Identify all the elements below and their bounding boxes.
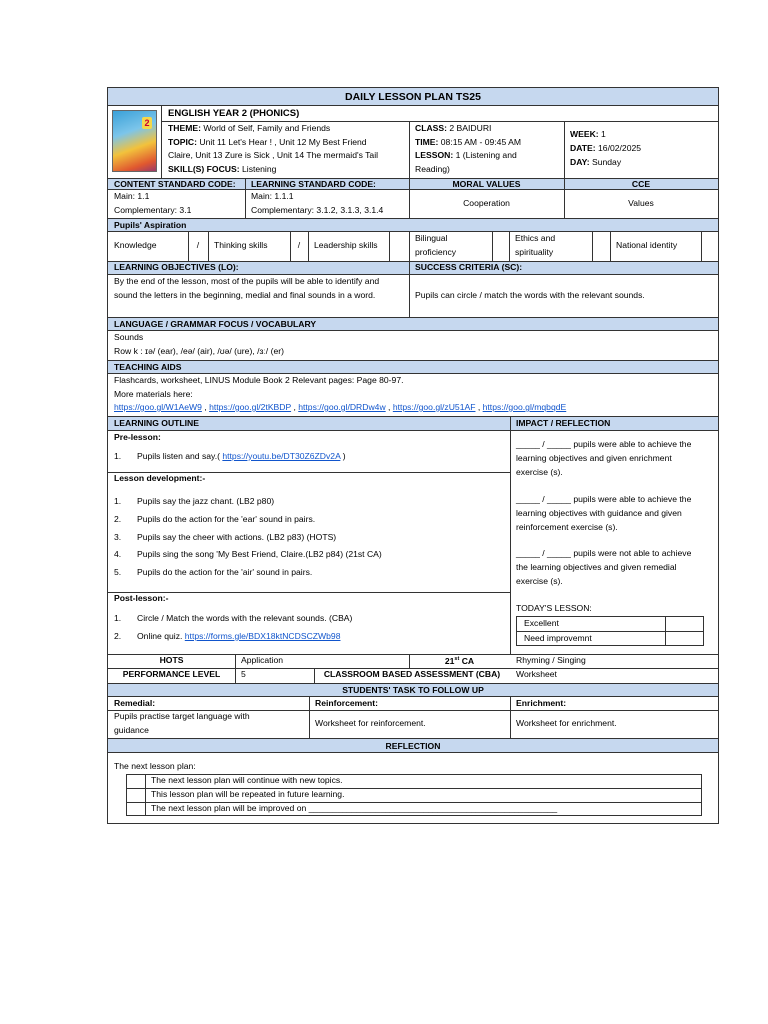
page-title bbox=[108, 88, 718, 106]
impact-p3-line3: exercise (s). bbox=[516, 575, 563, 586]
dev-num-3: 3. bbox=[114, 531, 122, 542]
enrichment-label: Enrichment: bbox=[516, 698, 567, 708]
language-sounds: Sounds bbox=[114, 332, 144, 342]
dev-num-2: 2. bbox=[114, 514, 122, 524]
post-num-1: 1. bbox=[114, 613, 122, 623]
dev-num-4: 4. bbox=[114, 549, 122, 559]
material-link-1[interactable]: https://goo.gl/W1AeW9 bbox=[114, 402, 202, 412]
skill-focus-line: SKILL(S) FOCUS: Listening bbox=[168, 163, 277, 174]
dev-num-1: 1. bbox=[114, 496, 122, 506]
post-lesson-title: Post-lesson:- bbox=[114, 593, 169, 603]
impact-p2-line2: learning objectives with guidance and given bbox=[516, 508, 682, 518]
post-num-2: 2. bbox=[114, 631, 122, 641]
aspiration-ethics: Ethics and bbox=[515, 233, 556, 243]
excellent-check-cell[interactable] bbox=[666, 617, 703, 630]
material-link-3[interactable]: https://goo.gl/DRDw4w bbox=[298, 402, 386, 412]
post-item-1: Circle / Match the words with the relevant sounds. (CBA) bbox=[137, 613, 353, 623]
sc-header: SUCCESS CRITERIA (SC): bbox=[415, 262, 523, 272]
dev-item-5: Pupils do the action for the 'air' sound in pairs. bbox=[137, 567, 313, 577]
impact-p2-line3: reinforcement exercise (s). bbox=[516, 521, 618, 532]
content-complementary: Complementary: 3.1 bbox=[114, 205, 192, 215]
lesson-line: LESSON: 1 (Listening and bbox=[415, 150, 517, 160]
cba-value: Worksheet bbox=[516, 669, 557, 679]
learning-outline-header: LEARNING OUTLINE bbox=[114, 418, 199, 428]
lo-header: LEARNING OBJECTIVES (LO): bbox=[114, 262, 239, 272]
theme-line: THEME: World of Self, Family and Friends bbox=[168, 123, 331, 133]
dev-item-1: Pupils say the jazz chant. (LB2 p80) bbox=[137, 496, 275, 506]
learning-standard-header: LEARNING STANDARD CODE: bbox=[251, 178, 376, 189]
material-link-5[interactable]: https://goo.gl/mqbqdE bbox=[482, 402, 567, 412]
dev-num-5: 5. bbox=[114, 567, 122, 577]
reflection-header: REFLECTION bbox=[108, 738, 718, 753]
post-item-2: Online quiz. https://forms.gle/BDX18ktNCDSCZWb98 bbox=[137, 631, 341, 641]
reinforcement-text: Worksheet for reinforcement. bbox=[315, 718, 426, 728]
reinforcement-label: Reinforcement: bbox=[315, 698, 379, 708]
aspiration-national: National identity bbox=[616, 240, 678, 250]
remedial-text-2: guidance bbox=[114, 725, 149, 735]
reflection-checkbox-3[interactable] bbox=[127, 803, 144, 815]
language-header: LANGUAGE / GRAMMAR FOCUS / VOCABULARY bbox=[108, 317, 718, 331]
language-row: Row k : ɪə/ (ear), /eə/ (air), /ʊə/ (ure), /ɜː/ (er) bbox=[114, 345, 284, 356]
day-line: DAY: Sunday bbox=[570, 156, 622, 167]
teaching-aids-more: More materials here: bbox=[114, 388, 193, 399]
enrichment-text: Worksheet for enrichment. bbox=[516, 718, 617, 728]
aspiration-leadership: Leadership skills bbox=[314, 240, 378, 250]
need-improvement-check-cell[interactable] bbox=[666, 632, 703, 645]
aspiration-thinking: Thinking skills bbox=[214, 240, 268, 250]
material-link-4[interactable]: https://goo.gl/zU51AF bbox=[392, 402, 476, 412]
aspiration-knowledge-mark: / bbox=[196, 240, 200, 250]
hots-label: HOTS bbox=[159, 655, 184, 665]
performance-level-label: PERFORMANCE LEVEL bbox=[122, 669, 221, 679]
learning-complementary: Complementary: 3.1.2, 3.1.3, 3.1.4 bbox=[251, 205, 384, 215]
impact-p1-line2: learning objectives and given enrichment bbox=[516, 453, 672, 463]
aspiration-bilingual-2: proficiency bbox=[415, 247, 457, 257]
date-line: DATE: 16/02/2025 bbox=[570, 143, 642, 153]
reflection-intro: The next lesson plan: bbox=[114, 761, 196, 771]
content-main: Main: 1.1 bbox=[114, 191, 150, 201]
subject-heading: ENGLISH YEAR 2 (PHONICS) bbox=[168, 108, 300, 119]
aspiration-thinking-mark: / bbox=[297, 240, 301, 250]
dev-item-4: Pupils sing the song 'My Best Friend, Claire.(LB2 p84) (21st CA) bbox=[137, 549, 382, 559]
impact-header: IMPACT / REFLECTION bbox=[516, 418, 611, 428]
grade-number-icon: 2 bbox=[142, 117, 152, 129]
impact-p1-line3: exercise (s). bbox=[516, 467, 563, 477]
reflection-option-3: The next lesson plan will be improved on ____________________________________________________ bbox=[151, 803, 558, 813]
outline-header-row bbox=[108, 416, 718, 431]
sc-text: Pupils can circle / match the words with the relevant sounds. bbox=[415, 290, 645, 300]
class-line: CLASS: 2 BAIDURI bbox=[415, 123, 492, 133]
performance-level-value: 5 bbox=[241, 669, 246, 679]
reflection-option-2: This lesson plan will be repeated in future learning. bbox=[151, 789, 345, 799]
week-line: WEEK: 1 bbox=[570, 129, 606, 139]
moral-values-header: MORAL VALUES bbox=[452, 178, 521, 189]
pre-lesson-title: Pre-lesson: bbox=[114, 432, 161, 442]
dev-item-2: Pupils do the action for the 'ear' sound in pairs. bbox=[137, 514, 316, 524]
time-line: TIME: 08:15 AM - 09:45 AM bbox=[415, 136, 522, 147]
remedial-label: Remedial: bbox=[114, 698, 156, 708]
pre-lesson-num: 1. bbox=[114, 451, 122, 461]
aspiration-bilingual: Bilingual bbox=[415, 233, 448, 243]
lesson-line-2: Reading) bbox=[415, 163, 450, 174]
aspiration-header: Pupils' Aspiration bbox=[108, 218, 718, 232]
online-quiz-link[interactable]: https://forms.gle/BDX18ktNCDSCZWb98 bbox=[184, 631, 341, 641]
lesson-plan-sheet bbox=[107, 87, 719, 824]
cce-value: Values bbox=[628, 198, 654, 208]
reflection-option-1: The next lesson plan will continue with new topics. bbox=[151, 775, 343, 785]
teaching-aids-header: TEACHING AIDS bbox=[108, 360, 718, 374]
content-standard-header: CONTENT STANDARD CODE: bbox=[114, 178, 236, 189]
students-task-header: STUDENTS' TASK TO FOLLOW UP bbox=[108, 683, 718, 697]
lo-text: By the end of the lesson, most of the pupils will be able to identify and sound the letters in the beginning, medial and final sounds in a word. bbox=[114, 276, 380, 300]
rating-need-improvement: Need improvemnt bbox=[524, 632, 592, 643]
moral-value: Cooperation bbox=[463, 198, 510, 208]
textbook-cover-image bbox=[112, 110, 157, 172]
aspiration-knowledge: Knowledge bbox=[114, 240, 157, 250]
21st-ca-label: 21st CA bbox=[444, 655, 475, 666]
impact-p2-line1: _____ / _____ pupils were able to achieve the bbox=[516, 494, 692, 504]
reflection-checkbox-2[interactable] bbox=[127, 789, 144, 801]
topic-line-2: Claire, Unit 13 Zure is Sick , Unit 14 The mermaid's Tail bbox=[168, 150, 379, 160]
pre-lesson-video-link[interactable]: https://youtu.be/DT30Z6ZDv2A bbox=[222, 451, 341, 461]
teaching-aids-links: https://goo.gl/W1AeW9 , https://goo.gl/2tKBDP , https://goo.gl/DRDw4w , https://goo.gl/zU51AF , https://goo.gl/mqbqdE bbox=[114, 402, 567, 412]
topic-line: TOPIC: Unit 11 Let's Hear ! , Unit 12 My Best Friend bbox=[168, 136, 367, 147]
rating-excellent: Excellent bbox=[524, 618, 559, 628]
impact-p3-line1: _____ / _____ pupils were not able to achieve bbox=[516, 548, 692, 558]
todays-lesson-label: TODAY'S LESSON: bbox=[516, 603, 592, 613]
cce-header: CCE bbox=[631, 178, 651, 189]
lesson-development-title: Lesson development:- bbox=[114, 473, 206, 483]
reflection-checkbox-1[interactable] bbox=[127, 775, 144, 787]
21st-ca-value: Rhyming / Singing bbox=[516, 655, 586, 665]
dev-item-3: Pupils say the cheer with actions. (LB2 p83) (HOTS) bbox=[137, 531, 337, 542]
teaching-aids-text: Flashcards, worksheet, LINUS Module Book 2 Relevant pages: Page 80-97. bbox=[114, 375, 404, 385]
material-link-2[interactable]: https://goo.gl/2tKBDP bbox=[209, 402, 292, 412]
impact-p3-line2: the learning objectives and given remedial bbox=[516, 562, 677, 572]
remedial-text: Pupils practise target language with bbox=[114, 711, 250, 721]
cba-label: CLASSROOM BASED ASSESSMENT (CBA) bbox=[323, 669, 501, 679]
hots-value: Application bbox=[241, 655, 284, 665]
aspiration-ethics-2: spirituality bbox=[515, 247, 554, 257]
pre-lesson-item: Pupils listen and say.( https://youtu.be/DT30Z6ZDv2A ) bbox=[137, 451, 346, 461]
impact-p1-line1: _____ / _____ pupils were able to achieve the bbox=[516, 439, 692, 449]
learning-main: Main: 1.1.1 bbox=[251, 191, 294, 201]
title-text: DAILY LESSON PLAN TS25 bbox=[345, 90, 481, 103]
